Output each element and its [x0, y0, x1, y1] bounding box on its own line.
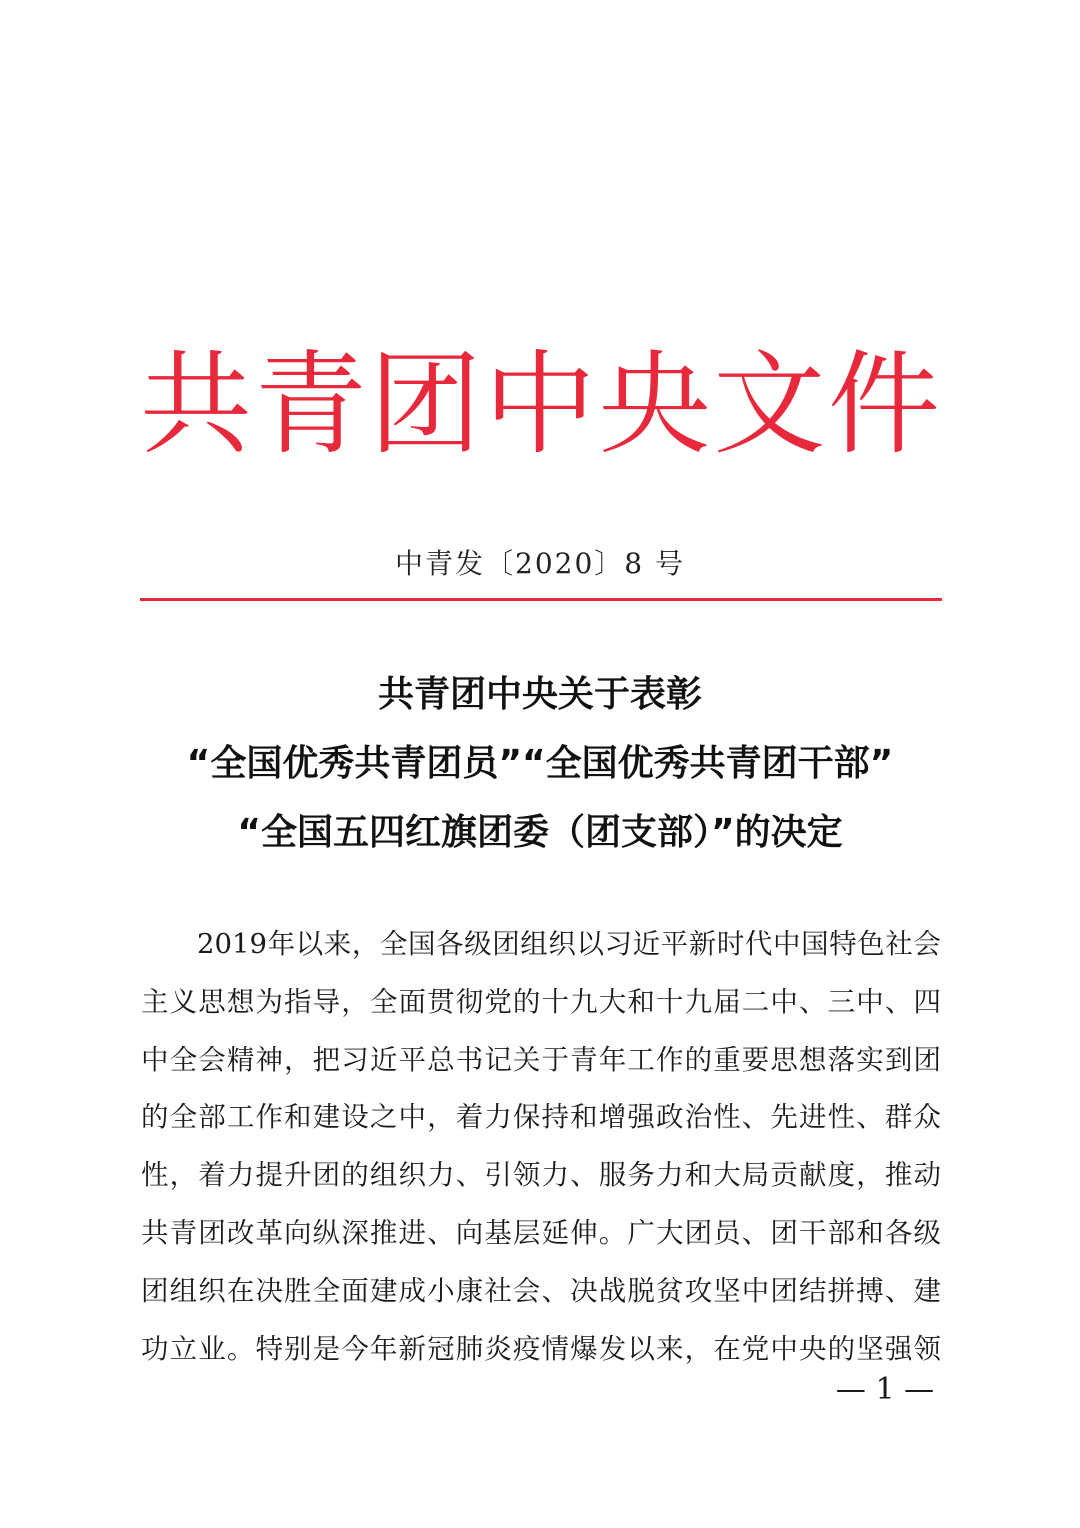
body-glyph: 献 [799, 1159, 827, 1192]
body-glyph: 、 [856, 1101, 884, 1134]
body-glyph: 进 [799, 1101, 827, 1134]
body-glyph: 增 [598, 1101, 627, 1134]
body-glyph: 会 [198, 1043, 226, 1076]
body-glyph: 性 [713, 1101, 741, 1134]
body-glyph: 组 [369, 1159, 398, 1192]
body-glyph: 的 [684, 1043, 713, 1076]
issuer-header-char: 团 [369, 340, 482, 470]
body-glyph: 级 [913, 1216, 941, 1249]
document-number: 中青发〔2020〕8 号 [395, 547, 685, 580]
body-glyph: 、 [570, 1159, 598, 1192]
body-glyph: 导 [312, 985, 341, 1018]
body-glyph: 性 [827, 1101, 856, 1134]
body-glyph: 社 [484, 1274, 512, 1307]
body-glyph: 织 [398, 1159, 426, 1192]
body-glyph: 、 [884, 985, 913, 1018]
body-glyph: 工 [226, 1101, 255, 1134]
body-glyph: 中 [856, 985, 884, 1018]
body-glyph: 治 [684, 1101, 713, 1134]
body-paragraph [141, 916, 941, 1378]
body-glyph: 和 [627, 985, 655, 1018]
body-glyph: 色 [857, 928, 885, 960]
body-glyph: 中 [772, 928, 801, 960]
body-glyph: 青 [570, 1043, 598, 1076]
body-glyph: ， [684, 1332, 713, 1365]
body-glyph: 团 [770, 1216, 798, 1249]
document-title [0, 660, 1080, 867]
body-glyph: 在 [226, 1274, 255, 1307]
body-line [141, 1205, 941, 1263]
body-line [141, 1147, 941, 1205]
body-glyph: 十 [655, 985, 684, 1018]
body-glyph: 团 [312, 1159, 341, 1192]
body-glyph: 贡 [770, 1159, 798, 1192]
body-glyph: 全 [169, 1043, 198, 1076]
body-glyph: 在 [713, 1332, 741, 1365]
body-glyph: 炎 [484, 1332, 512, 1365]
body-glyph: 神 [255, 1043, 283, 1076]
body-glyph: 坚 [856, 1332, 884, 1365]
body-glyph: 着 [455, 1101, 484, 1134]
body-glyph: 力 [541, 1159, 570, 1192]
body-glyph: 大 [713, 1159, 741, 1192]
body-glyph: 把 [312, 1043, 341, 1076]
body-line [141, 1263, 941, 1321]
body-glyph: 脱 [627, 1274, 655, 1307]
body-glyph: 度 [827, 1159, 856, 1192]
body-glyph: 、 [427, 1216, 455, 1249]
body-glyph: 三 [827, 985, 856, 1018]
body-glyph: 党 [741, 1332, 770, 1365]
body-glyph: 改 [226, 1216, 255, 1249]
body-glyph: 重 [713, 1043, 741, 1076]
body-glyph: 决 [570, 1274, 598, 1307]
red-divider-line [140, 598, 942, 601]
body-glyph: 四 [913, 985, 941, 1018]
body-glyph: 和 [284, 1101, 312, 1134]
body-glyph: 着 [198, 1159, 226, 1192]
body-glyph: 、 [799, 985, 827, 1018]
body-glyph: 彻 [455, 985, 484, 1018]
body-line [141, 916, 941, 974]
body-glyph: 升 [284, 1159, 312, 1192]
body-line [141, 974, 941, 1032]
body-glyph: 力 [484, 1101, 512, 1134]
title-line-3: “全国五四红旗团委（团支部）”的决定 [237, 812, 843, 853]
body-glyph: 新 [688, 928, 717, 960]
body-glyph: 团 [684, 1216, 713, 1249]
body-glyph: 领 [913, 1332, 941, 1365]
body-glyph: 时 [716, 928, 745, 960]
body-glyph: 小 [427, 1274, 455, 1307]
body-glyph: 战 [598, 1274, 627, 1307]
body-glyph: 和 [684, 1159, 713, 1192]
body-glyph: 年 [369, 1332, 398, 1365]
body-glyph: 今 [341, 1332, 369, 1365]
body-glyph: 、 [541, 1274, 570, 1307]
body-glyph: 央 [799, 1332, 827, 1365]
body-glyph: 习 [604, 928, 633, 960]
body-glyph: 延 [541, 1216, 570, 1249]
body-glyph: 务 [627, 1159, 655, 1192]
body-glyph: 建 [369, 1274, 398, 1307]
body-glyph: 之 [369, 1101, 398, 1134]
body-glyph: 中 [398, 1101, 426, 1134]
body-glyph: 康 [455, 1274, 484, 1307]
body-glyph: 习 [341, 1043, 369, 1076]
body-glyph: 引 [484, 1159, 512, 1192]
body-glyph: 立 [169, 1332, 198, 1365]
body-glyph: 功 [141, 1332, 169, 1365]
body-glyph: 强 [884, 1332, 913, 1365]
body-glyph: 层 [512, 1216, 541, 1249]
body-glyph: 基 [484, 1216, 512, 1249]
body-glyph: 到 [884, 1043, 913, 1076]
body-glyph: 近 [632, 928, 661, 960]
body-glyph: 各 [436, 928, 464, 960]
body-glyph: 进 [398, 1216, 426, 1249]
body-glyph: 青 [169, 1216, 198, 1249]
body-glyph: 特 [829, 928, 857, 960]
body-glyph: 发 [598, 1332, 627, 1365]
body-glyph: 力 [655, 1159, 684, 1192]
body-glyph: 攻 [684, 1274, 713, 1307]
body-glyph: 冠 [427, 1332, 455, 1365]
body-glyph: 业 [198, 1332, 226, 1365]
body-glyph: 来 [323, 928, 352, 960]
body-glyph: 服 [598, 1159, 627, 1192]
body-glyph: 会 [913, 928, 941, 960]
body-glyph: 中 [770, 985, 798, 1018]
body-glyph: 想 [226, 985, 255, 1018]
issuer-header-char: 青 [254, 340, 367, 470]
body-glyph: 保 [512, 1101, 541, 1134]
body-glyph: 中 [770, 1332, 798, 1365]
body-glyph: 纵 [312, 1216, 341, 1249]
body-glyph: 建 [913, 1274, 941, 1307]
body-glyph: 织 [198, 1274, 226, 1307]
body-glyph: 组 [520, 928, 548, 960]
issuer-header-char: 央 [598, 340, 711, 470]
body-glyph: 革 [255, 1216, 283, 1249]
body-glyph: 领 [512, 1159, 541, 1192]
body-glyph: 中 [741, 1274, 770, 1307]
body-glyph: 群 [884, 1101, 913, 1134]
body-glyph: 以 [295, 928, 324, 960]
body-glyph: 落 [827, 1043, 856, 1076]
body-glyph: 团 [198, 1216, 226, 1249]
body-glyph: 作 [655, 1043, 684, 1076]
body-glyph: 员 [713, 1216, 741, 1249]
body-glyph: 平 [398, 1043, 426, 1076]
body-glyph: 九 [570, 985, 598, 1018]
body-glyph: 、 [884, 1274, 913, 1307]
body-glyph: 级 [464, 928, 492, 960]
body-glyph: 国 [407, 928, 436, 960]
body-glyph: 团 [913, 1043, 941, 1076]
body-glyph: 。 [598, 1216, 627, 1249]
body-glyph: 届 [713, 985, 741, 1018]
body-glyph: 织 [548, 928, 576, 960]
body-glyph: 以 [627, 1332, 655, 1365]
body-glyph: 拼 [827, 1274, 856, 1307]
body-glyph: 的 [141, 1101, 169, 1134]
body-glyph: 推 [884, 1159, 913, 1192]
body-glyph: 作 [255, 1101, 283, 1134]
body-glyph: 2019 [197, 928, 267, 960]
body-glyph: 想 [799, 1043, 827, 1076]
body-glyph: 大 [598, 985, 627, 1018]
issuer-header-char: 共 [140, 340, 252, 470]
body-glyph: 义 [169, 985, 198, 1018]
title-line-2: “全国优秀共青团员”“全国优秀共青团干部” [186, 743, 894, 784]
body-glyph: 搏 [856, 1274, 884, 1307]
body-glyph: ， [284, 1043, 312, 1076]
body-glyph: 社 [885, 928, 913, 960]
body-glyph: 特 [255, 1332, 283, 1365]
body-glyph: 动 [913, 1159, 941, 1192]
body-glyph: 的 [512, 985, 541, 1018]
body-glyph: 精 [226, 1043, 255, 1076]
title-line-1: 共青团中央关于表彰 [377, 674, 702, 715]
body-line [141, 1089, 941, 1147]
body-glyph: 面 [341, 1274, 369, 1307]
body-glyph: 全 [312, 1274, 341, 1307]
body-glyph: 爆 [570, 1332, 598, 1365]
body-glyph: 持 [541, 1101, 570, 1134]
body-glyph: ， [351, 928, 380, 960]
body-glyph: 政 [655, 1101, 684, 1134]
issuer-header [140, 340, 940, 470]
issuer-header-char: 文 [713, 340, 826, 470]
body-glyph: 年 [267, 928, 296, 960]
body-glyph: 于 [541, 1043, 570, 1076]
body-glyph: 的 [341, 1159, 369, 1192]
body-glyph: 总 [427, 1043, 455, 1076]
body-glyph: 部 [198, 1101, 226, 1134]
body-glyph: ， [341, 985, 369, 1018]
body-glyph: 团 [492, 928, 520, 960]
body-glyph: 中 [141, 1043, 169, 1076]
body-glyph: 肺 [455, 1332, 484, 1365]
body-glyph: 情 [541, 1332, 570, 1365]
body-glyph: 团 [141, 1274, 169, 1307]
body-glyph: 国 [801, 928, 829, 960]
body-glyph: 、 [741, 1101, 770, 1134]
body-glyph: 和 [570, 1101, 598, 1134]
body-glyph: 组 [169, 1274, 198, 1307]
body-glyph: 党 [484, 985, 512, 1018]
body-glyph: 先 [770, 1101, 798, 1134]
body-glyph: 众 [913, 1101, 941, 1134]
body-glyph: 指 [284, 985, 312, 1018]
body-glyph: 全 [379, 928, 408, 960]
body-glyph: 坚 [713, 1274, 741, 1307]
body-glyph: 是 [312, 1332, 341, 1365]
body-glyph: 以 [576, 928, 604, 960]
body-glyph: 近 [369, 1043, 398, 1076]
body-glyph: 设 [341, 1101, 369, 1134]
body-glyph: 和 [856, 1216, 884, 1249]
body-glyph: 书 [455, 1043, 484, 1076]
body-glyph: 各 [884, 1216, 913, 1249]
body-glyph: 思 [198, 985, 226, 1018]
body-glyph: 记 [484, 1043, 512, 1076]
body-glyph: 建 [312, 1101, 341, 1134]
body-glyph: 提 [255, 1159, 283, 1192]
body-glyph: 别 [284, 1332, 312, 1365]
body-glyph: 推 [369, 1216, 398, 1249]
body-glyph: 全 [169, 1101, 198, 1134]
body-glyph: 深 [341, 1216, 369, 1249]
body-glyph: 干 [799, 1216, 827, 1249]
body-glyph: 九 [684, 985, 713, 1018]
body-glyph: 向 [284, 1216, 312, 1249]
issuer-header-char: 中 [483, 340, 596, 470]
body-glyph: 胜 [284, 1274, 312, 1307]
body-glyph: 全 [369, 985, 398, 1018]
body-glyph: 成 [398, 1274, 426, 1307]
body-glyph: 共 [141, 1216, 169, 1249]
body-glyph: 大 [655, 1216, 684, 1249]
body-glyph: 来 [655, 1332, 684, 1365]
body-glyph: 决 [255, 1274, 283, 1307]
body-glyph: 力 [226, 1159, 255, 1192]
body-glyph: 、 [741, 1216, 770, 1249]
body-glyph: 力 [427, 1159, 455, 1192]
body-glyph: 广 [627, 1216, 655, 1249]
body-glyph: 要 [741, 1043, 770, 1076]
body-glyph: 结 [799, 1274, 827, 1307]
body-line [141, 1032, 941, 1090]
body-glyph: ， [427, 1101, 455, 1134]
body-glyph: 思 [770, 1043, 798, 1076]
body-glyph: 会 [512, 1274, 541, 1307]
body-glyph: ， [856, 1159, 884, 1192]
body-glyph: 性 [141, 1159, 169, 1192]
body-glyph: 面 [398, 985, 426, 1018]
body-glyph: 为 [255, 985, 283, 1018]
body-glyph: 贯 [427, 985, 455, 1018]
page-number: — 1 — [835, 1372, 935, 1407]
body-glyph: 伸 [570, 1216, 598, 1249]
body-glyph: 贫 [655, 1274, 684, 1307]
body-glyph: 工 [627, 1043, 655, 1076]
body-glyph: 强 [627, 1101, 655, 1134]
body-glyph: 代 [744, 928, 773, 960]
issuer-header-char: 件 [827, 340, 940, 470]
body-glyph: 实 [856, 1043, 884, 1076]
body-glyph: 向 [455, 1216, 484, 1249]
body-glyph: 疫 [512, 1332, 541, 1365]
body-glyph: 局 [741, 1159, 770, 1192]
body-glyph: 新 [398, 1332, 426, 1365]
body-glyph: 平 [660, 928, 689, 960]
body-glyph: ， [169, 1159, 198, 1192]
body-glyph: 团 [770, 1274, 798, 1307]
body-glyph: 的 [827, 1332, 856, 1365]
body-glyph: 、 [455, 1159, 484, 1192]
body-glyph: 二 [741, 985, 770, 1018]
body-glyph: 关 [512, 1043, 541, 1076]
body-glyph: 。 [226, 1332, 255, 1365]
body-glyph: 年 [598, 1043, 627, 1076]
body-glyph: 主 [141, 985, 169, 1018]
body-glyph: 部 [827, 1216, 856, 1249]
body-glyph: 十 [541, 985, 570, 1018]
